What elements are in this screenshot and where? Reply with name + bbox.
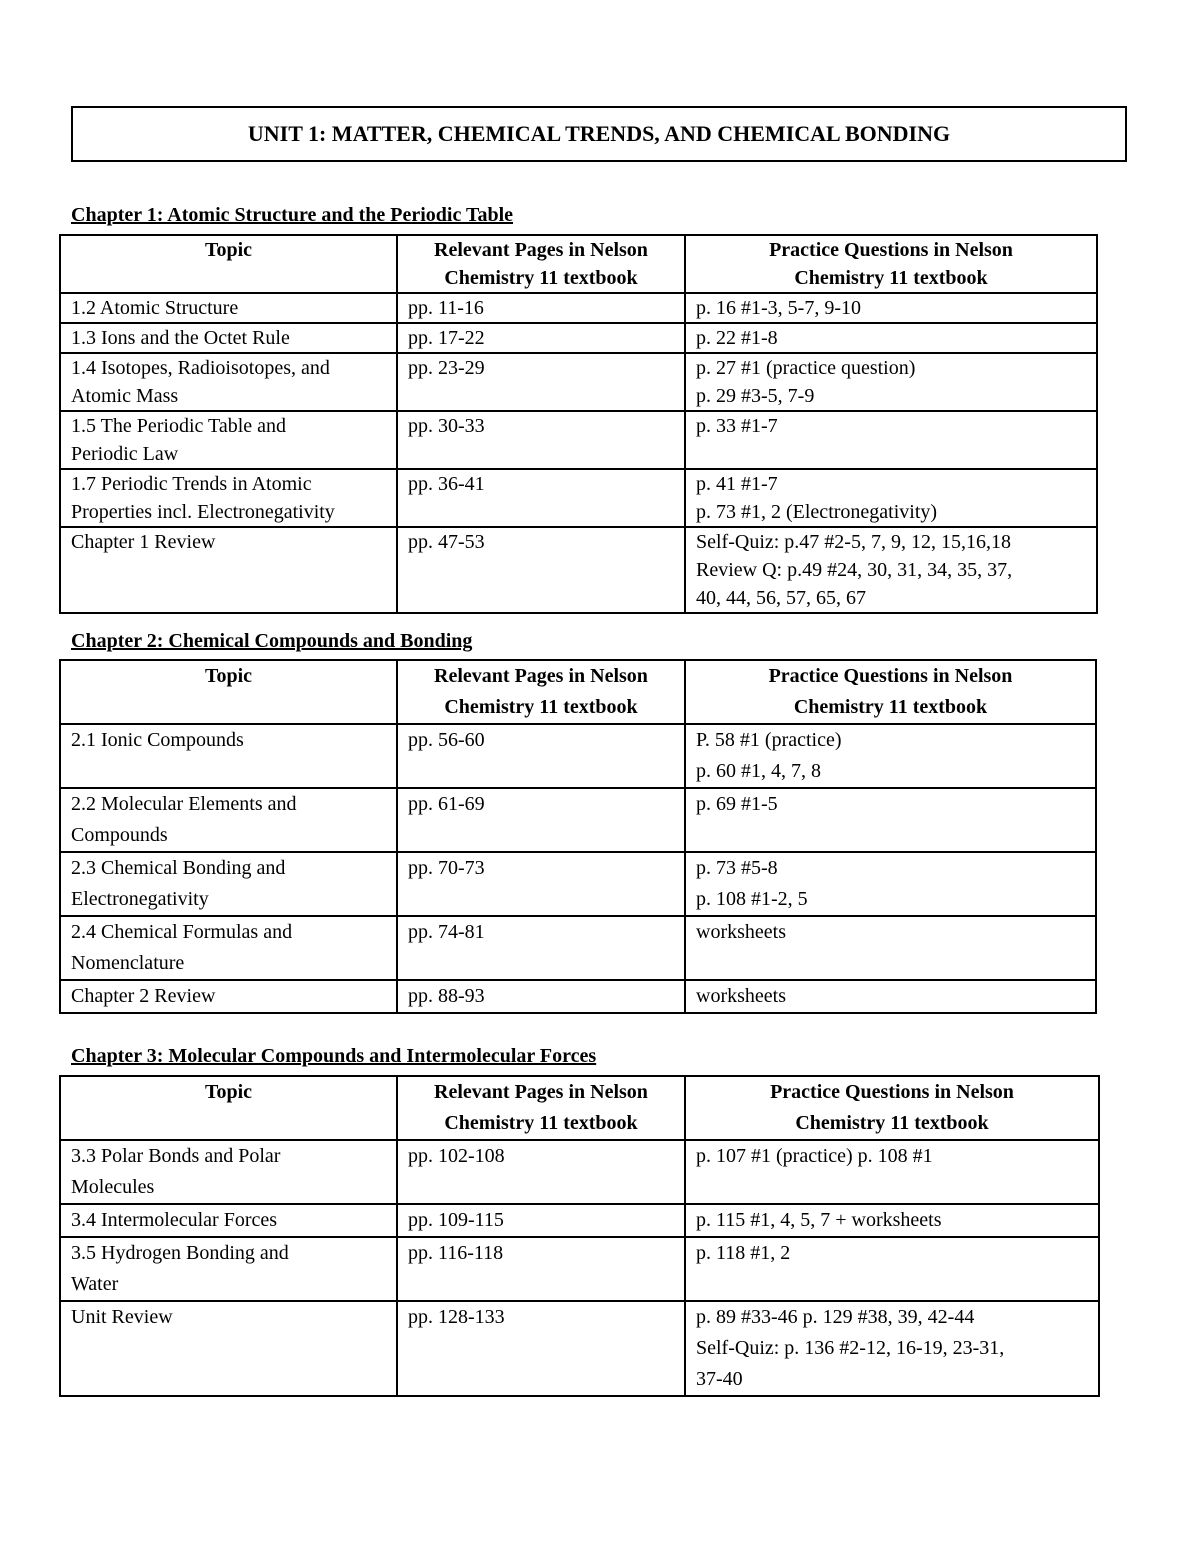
chapter-2-title: Chapter 2: Chemical Compounds and Bonding bbox=[71, 630, 473, 652]
table-header-row bbox=[60, 1076, 1099, 1140]
cell-line: 1.7 Periodic Trends in Atomic bbox=[71, 473, 312, 495]
table-row bbox=[60, 980, 1096, 1013]
cell-line: Chemistry 11 textbook bbox=[794, 267, 988, 289]
practice-cell bbox=[685, 1204, 1099, 1237]
chapter-3-title: Chapter 3: Molecular Compounds and Intermolecular Forces bbox=[71, 1045, 597, 1067]
cell-line: pp. 109-115 bbox=[408, 1209, 504, 1231]
cell-line: 3.5 Hydrogen Bonding and bbox=[71, 1242, 289, 1264]
chapter-2-table bbox=[59, 659, 1097, 1014]
cell-line: pp. 116-118 bbox=[408, 1242, 504, 1264]
cell-line: p. 73 #5-8 bbox=[696, 857, 778, 879]
cell-line: worksheets bbox=[696, 921, 786, 943]
cell-line: p. 22 #1-8 bbox=[696, 327, 778, 349]
cell-line: pp. 11-16 bbox=[408, 297, 484, 319]
cell-line: worksheets bbox=[696, 985, 786, 1007]
pages-cell bbox=[397, 980, 685, 1013]
cell-line: p. 60 #1, 4, 7, 8 bbox=[696, 760, 821, 782]
cell-line: Relevant Pages in Nelson bbox=[434, 1081, 648, 1103]
practice-cell bbox=[685, 1140, 1099, 1204]
topic-cell bbox=[60, 788, 397, 852]
cell-line: pp. 30-33 bbox=[408, 415, 485, 437]
cell-line: 2.2 Molecular Elements and bbox=[71, 793, 297, 815]
pages-cell bbox=[397, 1140, 685, 1204]
practice-cell bbox=[685, 353, 1097, 411]
cell-line: p. 41 #1-7 bbox=[696, 473, 778, 495]
cell-line: p. 118 #1, 2 bbox=[696, 1242, 791, 1264]
table-row bbox=[60, 1140, 1099, 1204]
header-relevant-pages bbox=[397, 235, 685, 293]
cell-line: 1.2 Atomic Structure bbox=[71, 297, 239, 319]
topic-cell bbox=[60, 411, 397, 469]
cell-line: Chapter 2 Review bbox=[71, 985, 216, 1007]
cell-line: pp. 23-29 bbox=[408, 357, 485, 379]
cell-line: p. 69 #1-5 bbox=[696, 793, 778, 815]
cell-line: Molecules bbox=[71, 1176, 155, 1198]
cell-line: 40, 44, 56, 57, 65, 67 bbox=[696, 587, 866, 609]
cell-line: Practice Questions in Nelson bbox=[770, 1081, 1014, 1103]
pages-cell bbox=[397, 788, 685, 852]
cell-line: p. 33 #1-7 bbox=[696, 415, 778, 437]
cell-line: 1.3 Ions and the Octet Rule bbox=[71, 327, 290, 349]
cell-line: 2.4 Chemical Formulas and bbox=[71, 921, 293, 943]
practice-cell bbox=[685, 323, 1097, 353]
cell-line: Electronegativity bbox=[71, 888, 209, 910]
cell-line: Unit Review bbox=[71, 1306, 173, 1328]
table-row bbox=[60, 788, 1096, 852]
cell-line: pp. 102-108 bbox=[408, 1145, 505, 1167]
table-row bbox=[60, 1204, 1099, 1237]
cell-line: Self-Quiz: p. 136 #2-12, 16-19, 23-31, bbox=[696, 1337, 1005, 1359]
practice-cell bbox=[685, 852, 1096, 916]
topic-cell bbox=[60, 293, 397, 323]
practice-cell bbox=[685, 469, 1097, 527]
unit-title: UNIT 1: MATTER, CHEMICAL TRENDS, AND CHEMICAL BONDING bbox=[71, 106, 1127, 162]
cell-line: pp. 17-22 bbox=[408, 327, 485, 349]
cell-line: Chemistry 11 textbook bbox=[793, 696, 988, 718]
cell-line: Water bbox=[71, 1273, 119, 1295]
cell-line: pp. 70-73 bbox=[408, 857, 485, 879]
practice-cell bbox=[685, 980, 1096, 1013]
cell-line: Periodic Law bbox=[71, 443, 179, 465]
pages-cell bbox=[397, 469, 685, 527]
table-header-row bbox=[60, 660, 1096, 724]
cell-line: Chemistry 11 textbook bbox=[795, 1112, 989, 1134]
topic-cell bbox=[60, 724, 397, 788]
pages-cell bbox=[397, 724, 685, 788]
cell-line: Chemistry 11 textbook bbox=[444, 267, 638, 289]
pages-cell bbox=[397, 1204, 685, 1237]
cell-line: pp. 88-93 bbox=[408, 985, 485, 1007]
topic-cell bbox=[60, 469, 397, 527]
topic-cell bbox=[60, 1301, 397, 1396]
table-row bbox=[60, 469, 1097, 527]
cell-line: 37-40 bbox=[696, 1368, 743, 1390]
pages-cell bbox=[397, 1301, 685, 1396]
header-topic bbox=[60, 1076, 397, 1140]
pages-cell bbox=[397, 916, 685, 980]
cell-line: 1.5 The Periodic Table and bbox=[71, 415, 287, 437]
cell-line: Nomenclature bbox=[71, 952, 185, 974]
cell-line: pp. 74-81 bbox=[408, 921, 485, 943]
table-row bbox=[60, 411, 1097, 469]
header-practice-questions bbox=[685, 1076, 1099, 1140]
cell-line: p. 89 #33-46 p. 129 #38, 39, 42-44 bbox=[696, 1306, 975, 1328]
cell-line: Chapter 1 Review bbox=[71, 531, 216, 553]
chapter-1-table bbox=[59, 234, 1098, 614]
topic-cell bbox=[60, 1140, 397, 1204]
table-row bbox=[60, 323, 1097, 353]
topic-cell bbox=[60, 1237, 397, 1301]
cell-line: 3.4 Intermolecular Forces bbox=[71, 1209, 278, 1231]
practice-cell bbox=[685, 788, 1096, 852]
cell-line: pp. 47-53 bbox=[408, 531, 485, 553]
topic-cell bbox=[60, 916, 397, 980]
header-practice-questions bbox=[685, 235, 1097, 293]
practice-cell bbox=[685, 411, 1097, 469]
cell-line: Relevant Pages in Nelson bbox=[434, 665, 648, 687]
practice-cell bbox=[685, 916, 1096, 980]
header-practice-questions bbox=[685, 660, 1096, 724]
cell-line: Chemistry 11 textbook bbox=[444, 1112, 638, 1134]
table-row bbox=[60, 1301, 1099, 1396]
cell-line: p. 108 #1-2, 5 bbox=[696, 888, 808, 910]
header-topic bbox=[60, 660, 397, 724]
cell-line: p. 115 #1, 4, 5, 7 + worksheets bbox=[696, 1209, 942, 1231]
topic-cell bbox=[60, 323, 397, 353]
practice-cell bbox=[685, 724, 1096, 788]
cell-line: p. 27 #1 (practice question) bbox=[696, 357, 916, 379]
cell-line: p. 73 #1, 2 (Electronegativity) bbox=[696, 501, 938, 523]
cell-line: pp. 61-69 bbox=[408, 793, 485, 815]
cell-line: Review Q: p.49 #24, 30, 31, 34, 35, 37, bbox=[696, 559, 1013, 581]
cell-line: Properties incl. Electronegativity bbox=[71, 501, 335, 523]
topic-cell bbox=[60, 527, 397, 613]
practice-cell bbox=[685, 293, 1097, 323]
cell-line: pp. 36-41 bbox=[408, 473, 485, 495]
table-row bbox=[60, 724, 1096, 788]
header-relevant-pages bbox=[397, 660, 685, 724]
cell-line: 2.3 Chemical Bonding and bbox=[71, 857, 286, 879]
cell-line: 3.3 Polar Bonds and Polar bbox=[71, 1145, 281, 1167]
chapter-3-table bbox=[59, 1075, 1100, 1397]
pages-cell bbox=[397, 353, 685, 411]
cell-line: p. 16 #1-3, 5-7, 9-10 bbox=[696, 297, 861, 319]
table-header-row bbox=[60, 235, 1097, 293]
cell-line: 1.4 Isotopes, Radioisotopes, and bbox=[71, 357, 330, 379]
cell-line: Topic bbox=[204, 665, 253, 687]
topic-cell bbox=[60, 353, 397, 411]
pages-cell bbox=[397, 293, 685, 323]
cell-line: p. 29 #3-5, 7-9 bbox=[696, 385, 815, 407]
header-topic bbox=[60, 235, 397, 293]
cell-line: Atomic Mass bbox=[71, 385, 179, 407]
table-row bbox=[60, 353, 1097, 411]
pages-cell bbox=[397, 852, 685, 916]
table-row bbox=[60, 293, 1097, 323]
pages-cell bbox=[397, 1237, 685, 1301]
topic-cell bbox=[60, 1204, 397, 1237]
table-row bbox=[60, 852, 1096, 916]
practice-cell bbox=[685, 1237, 1099, 1301]
cell-line: Practice Questions in Nelson bbox=[768, 665, 1013, 687]
table-row bbox=[60, 527, 1097, 613]
cell-line: p. 107 #1 (practice) p. 108 #1 bbox=[696, 1145, 933, 1167]
topic-cell bbox=[60, 852, 397, 916]
cell-line: Chemistry 11 textbook bbox=[444, 696, 638, 718]
cell-line: pp. 128-133 bbox=[408, 1306, 505, 1328]
cell-line: Relevant Pages in Nelson bbox=[434, 239, 648, 261]
cell-line: Practice Questions in Nelson bbox=[769, 239, 1013, 261]
header-relevant-pages bbox=[397, 1076, 685, 1140]
cell-line: pp. 56-60 bbox=[408, 729, 485, 751]
cell-line: Compounds bbox=[71, 824, 168, 846]
table-row bbox=[60, 916, 1096, 980]
pages-cell bbox=[397, 411, 685, 469]
table-row bbox=[60, 1237, 1099, 1301]
cell-line: Self-Quiz: p.47 #2-5, 7, 9, 12, 15,16,18 bbox=[696, 531, 1011, 553]
topic-cell bbox=[60, 980, 397, 1013]
chapter-1-title: Chapter 1: Atomic Structure and the Periodic Table bbox=[71, 204, 514, 226]
practice-cell bbox=[685, 527, 1097, 613]
pages-cell bbox=[397, 527, 685, 613]
cell-line: 2.1 Ionic Compounds bbox=[71, 729, 244, 751]
cell-line: Topic bbox=[204, 1081, 253, 1103]
pages-cell bbox=[397, 323, 685, 353]
practice-cell bbox=[685, 1301, 1099, 1396]
cell-line: Topic bbox=[204, 239, 253, 261]
cell-line: P. 58 #1 (practice) bbox=[696, 729, 842, 751]
